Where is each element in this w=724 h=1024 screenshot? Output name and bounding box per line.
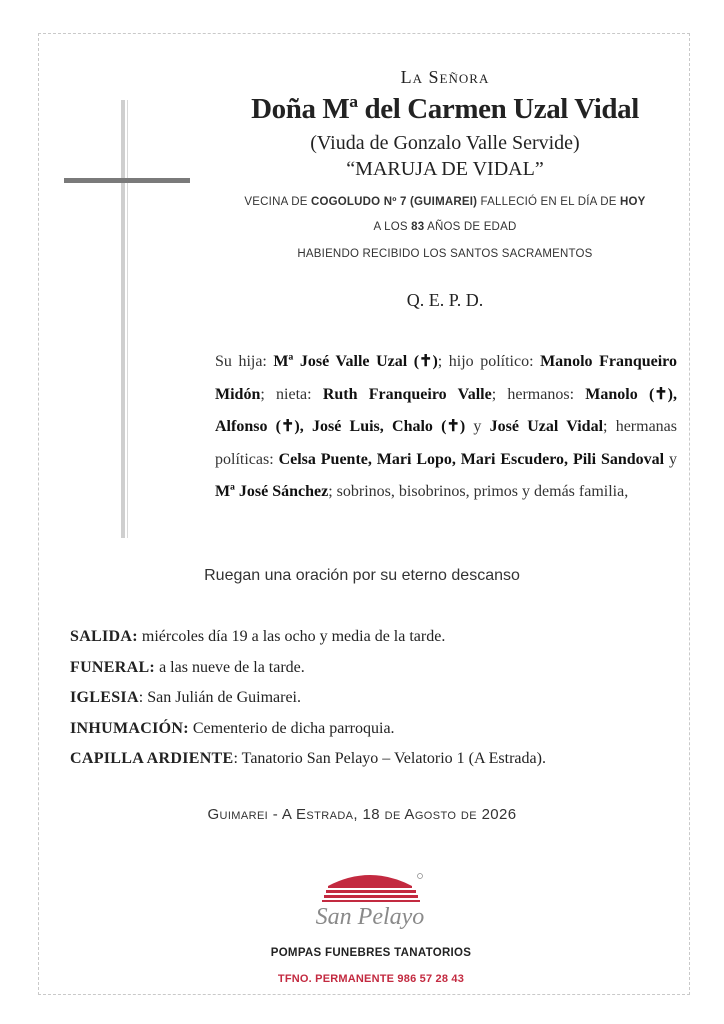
detail-inhumacion: INHUMACIÓN: Cementerio de dicha parroquia. [70,719,395,737]
widow-of: (Viuda de Gonzalo Valle Servide) [310,132,580,154]
detail-salida: SALIDA: miércoles día 19 a las ocho y media de la tarde. [70,628,446,645]
detail-iglesia: IGLESIA: San Julián de Guimarei. [70,689,301,706]
cross-icon [121,100,125,538]
detail-funeral: FUNERAL: a las nueve de la tarde. [70,658,305,676]
cross-icon-shadow [127,100,128,538]
service-details [70,622,546,775]
detail-capilla: CAPILLA ARDIENTE: Tanatorio San Pelayo – Velatorio 1 (A Estrada). [70,750,546,767]
san-pelayo-logo [300,862,440,942]
qepd: Q. E. P. D. [406,290,484,310]
age-line: A LOS 83 AÑOS DE EDAD [373,221,517,233]
prayer-line: Ruegan una oración por su eterno descanso [204,567,520,584]
dateline: Guimarei - A Estrada, 18 de Agosto de 2026 [207,806,517,823]
deceased-name: Doña Mª del Carmen Uzal Vidal [251,93,639,125]
family-paragraph: Su hija: Mª José Valle Uzal (✝); hijo político: Manolo Franqueiro Midón; nieta: Ruth Franqueiro Valle; hermanos: Manolo (✝), Alfonso (✝), José Luis, Chalo (✝) y José Uzal Vidal; hermanas políticas: Celsa Puente, Mari Lopo, Mari Escudero, Pili Sandoval y Mª José Sánchez; sobrinos, bisobrinos, primos y demás familia, [215,353,678,500]
logo-text: San Pelayo [315,904,425,930]
nickname: “MARUJA DE VIDAL” [346,158,544,180]
residence-line: VECINA DE COGOLUDO Nº 7 (GUIMAREI) FALLECIÓ EN EL DÍA DE HOY [244,196,646,208]
brand-subtitle: POMPAS FUNEBRES TANATORIOS [270,947,472,959]
cross-icon-bar [64,178,190,183]
phone-number: TFNO. PERMANENTE 986 57 28 43 [277,973,465,985]
sacraments-line: HABIENDO RECIBIDO LOS SANTOS SACRAMENTOS [297,248,593,260]
pre-title: La Señora [400,67,490,87]
